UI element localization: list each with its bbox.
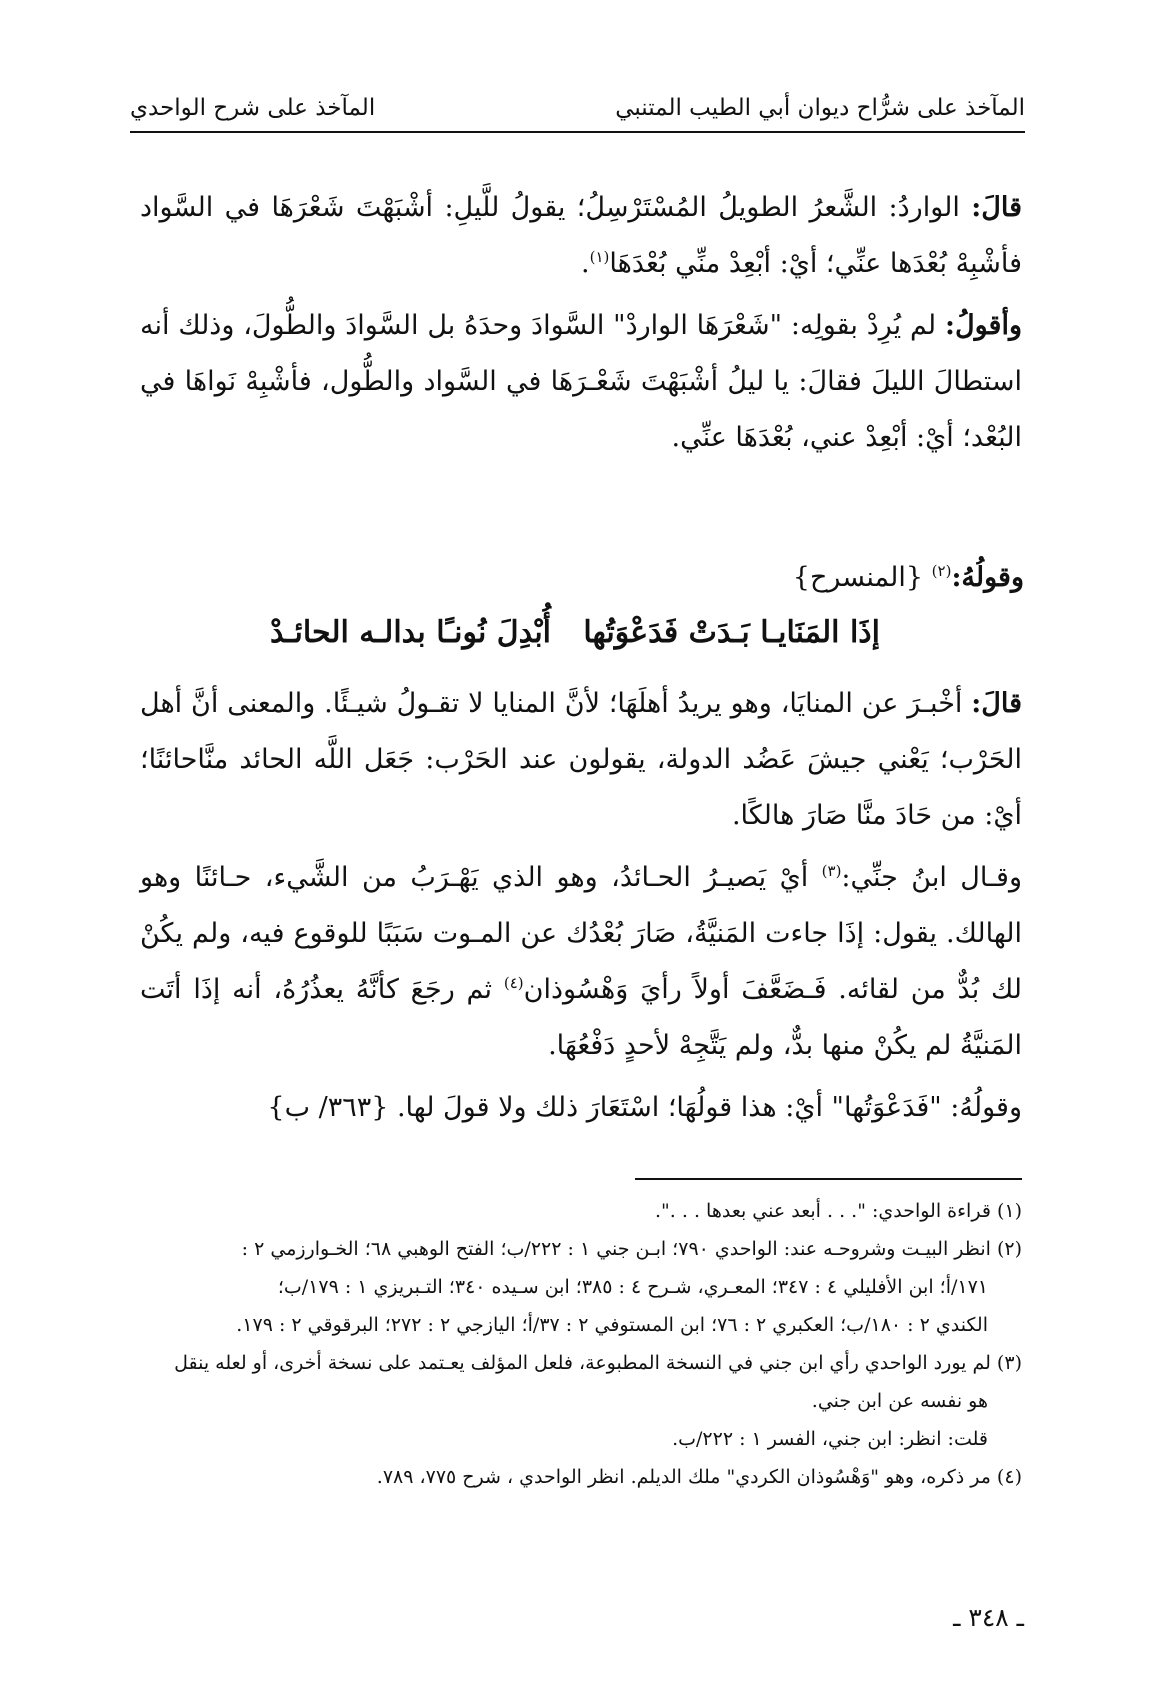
footnote-ref-3[interactable]: (٣) (821, 862, 842, 880)
verse-second-hemistich: أُبْدِلَ نُونـًا بدالـه الحائـدْ (270, 615, 552, 650)
footnote-3-line-3: قلت: انظر: ابن جني، الفسر ١ : ٢٢٢/ب. (672, 1428, 988, 1450)
main-text-block-2 (140, 676, 1022, 1142)
paragraph-5-text: وقولُهُ: "فَدَعْوَتُها" أيْ: هذا قولُهَا؛ اسْتَعَارَ ذلك ولا قولَ لها. {٣٦٣/ ب} (267, 1092, 1022, 1123)
paragraph-1-text: الواردُ: الشَّعرُ الطويلُ المُسْتَرْسِلُ؛ يقولُ للَّيلِ: أشْبَهْتَ شَعْرَهَا في السَّواد فأشْبِهْ بُعْدَها عنِّي؛ أيْ: أبْعِدْ منِّي بُعْدَهَا (140, 192, 1022, 279)
paragraph-2-text: لم يُرِدْ بقولِه: "شَعْرَهَا الواردْ" السَّوادَ وحدَهُ بل السَّوادَ والطُّولَ، وذلك أنه استطالَ الليلَ فقالَ: يا ليلُ أشْبَهْتَ شَعْـرَهَا في السَّواد والطُّول، فأشْبِهْ نَواهَا في البُعْد؛ أيْ: أبْعِدْ عني، بُعْدَهَا عنِّي. (140, 310, 1022, 453)
poetry-verse (270, 608, 880, 658)
paragraph-4 (140, 850, 1022, 1074)
header-divider (130, 131, 1025, 133)
main-text-block-1 (140, 180, 1022, 472)
footnotes (140, 1192, 1022, 1496)
verse-intro-lead: وقولُهُ: (951, 562, 1024, 593)
header-book-title: المآخذ على شرُّاح ديوان أبي الطيب المتنبي (615, 95, 1025, 121)
footnote-divider (635, 1178, 1022, 1180)
footnote-2-line-2: ١٧١/أ؛ ابن الأفليلي ٤ : ٣٤٧؛ المعـري، شـرح ٤ : ٣٨٥؛ ابن سـيده ٣٤٠؛ التـبريزي ١ : ١٧٩/ب؛ (277, 1276, 988, 1298)
running-header (130, 88, 1025, 128)
paragraph-1-lead: قالَ: (971, 192, 1022, 223)
footnote-1: (١) قراءة الواحدي: ". . . أبعد عني بعدها . . .". (655, 1200, 1022, 1222)
paragraph-1 (140, 180, 1022, 292)
paragraph-4-part-c: ثم رجَعَ كأنَّهُ يعذُرُهُ، أنه إذَا أتَت المَنيَّةُ لم يكُنْ منها بدٌّ، ولم يَتَّجِهْ لأحدٍ دَفْعُهَا. (140, 974, 1022, 1061)
paragraph-3 (140, 676, 1022, 844)
paragraph-2-lead: وأقولُ: (945, 310, 1022, 341)
footnote-ref-2[interactable]: (٢) (931, 562, 952, 580)
footnote-ref-1[interactable]: (١) (589, 248, 610, 266)
paragraph-5 (140, 1080, 1022, 1136)
paragraph-2 (140, 298, 1022, 466)
footnote-2-line-3: الكندي ٢ : ١٨٠/ب؛ العكبري ٢ : ٧٦؛ ابن المستوفي ٢ : ٣٧/أ؛ اليازجي ٢ : ٢٧٢؛ البرقوقي ٢ : ١٧٩. (236, 1314, 988, 1336)
verse-meter: {المنسرح} (792, 562, 924, 593)
page-number: ـ ٣٤٨ ـ (953, 1603, 1024, 1632)
paragraph-4-part-b: أيْ يَصيـرُ الحـائدُ، وهو الذي يَهْـرَبُ من الشَّيء، حـائنًا وهو الهالك. يقول: إذَا جاءت المَنيَّةُ، صَارَ بُعْدُك عن المـوت سَبَبًا للوقوع فيه، ولم يكُنْ لك بُدٌّ من لقائه. فَـضَعَّفَ أولاً رأيَ وَهْسُوذان (140, 862, 1022, 1005)
verse-intro (793, 558, 1024, 598)
footnote-3-line-1: (٣) لم يورد الواحدي رأي ابن جني في النسخة المطبوعة، فلعل المؤلف يعـتمد على نسخة أخرى، أو لعله ينقل (174, 1352, 1022, 1374)
paragraph-1-end: . (580, 248, 590, 279)
footnote-3-line-2: هو نفسه عن ابن جني. (811, 1390, 988, 1412)
paragraph-3-text: أخْبـرَ عن المنايَا، وهو يريدُ أهلَهَا؛ لأنَّ المنايا لا تقـولُ شيـئًا. والمعنى أنَّ أهل الحَرْب؛ يَعْني جيشَ عَضُد الدولة، يقولون عند الحَرْب: جَعَل اللَّه الحائد منَّاحائنًا؛ أيْ: من حَادَ منَّا صَارَ هالكًا. (140, 688, 1022, 831)
paragraph-4-part-a: وقـال ابنُ جنِّي: (841, 862, 1022, 893)
paragraph-3-lead: قالَ: (971, 688, 1022, 719)
footnote-2-line-1: (٢) انظر البيـت وشروحـه عند: الواحدي ٧٩٠؛ ابـن جني ١ : ٢٢٢/ب؛ الفتح الوهبي ٦٨؛ الخـوارزمي ٢ : (241, 1238, 1022, 1260)
footnote-4: (٤) مر ذكره، وهو "وَهْسُوذان الكردي" ملك الديلم. انظر الواحدي ، شرح ٧٧٥، ٧٨٩. (376, 1466, 1022, 1488)
verse-first-hemistich: إذَا المَنَايـا بَـدَتْ فَدَعْوَتُها (583, 615, 880, 650)
header-section-title: المآخذ على شرح الواحدي (130, 95, 376, 121)
footnote-ref-4[interactable]: (٤) (503, 974, 524, 992)
